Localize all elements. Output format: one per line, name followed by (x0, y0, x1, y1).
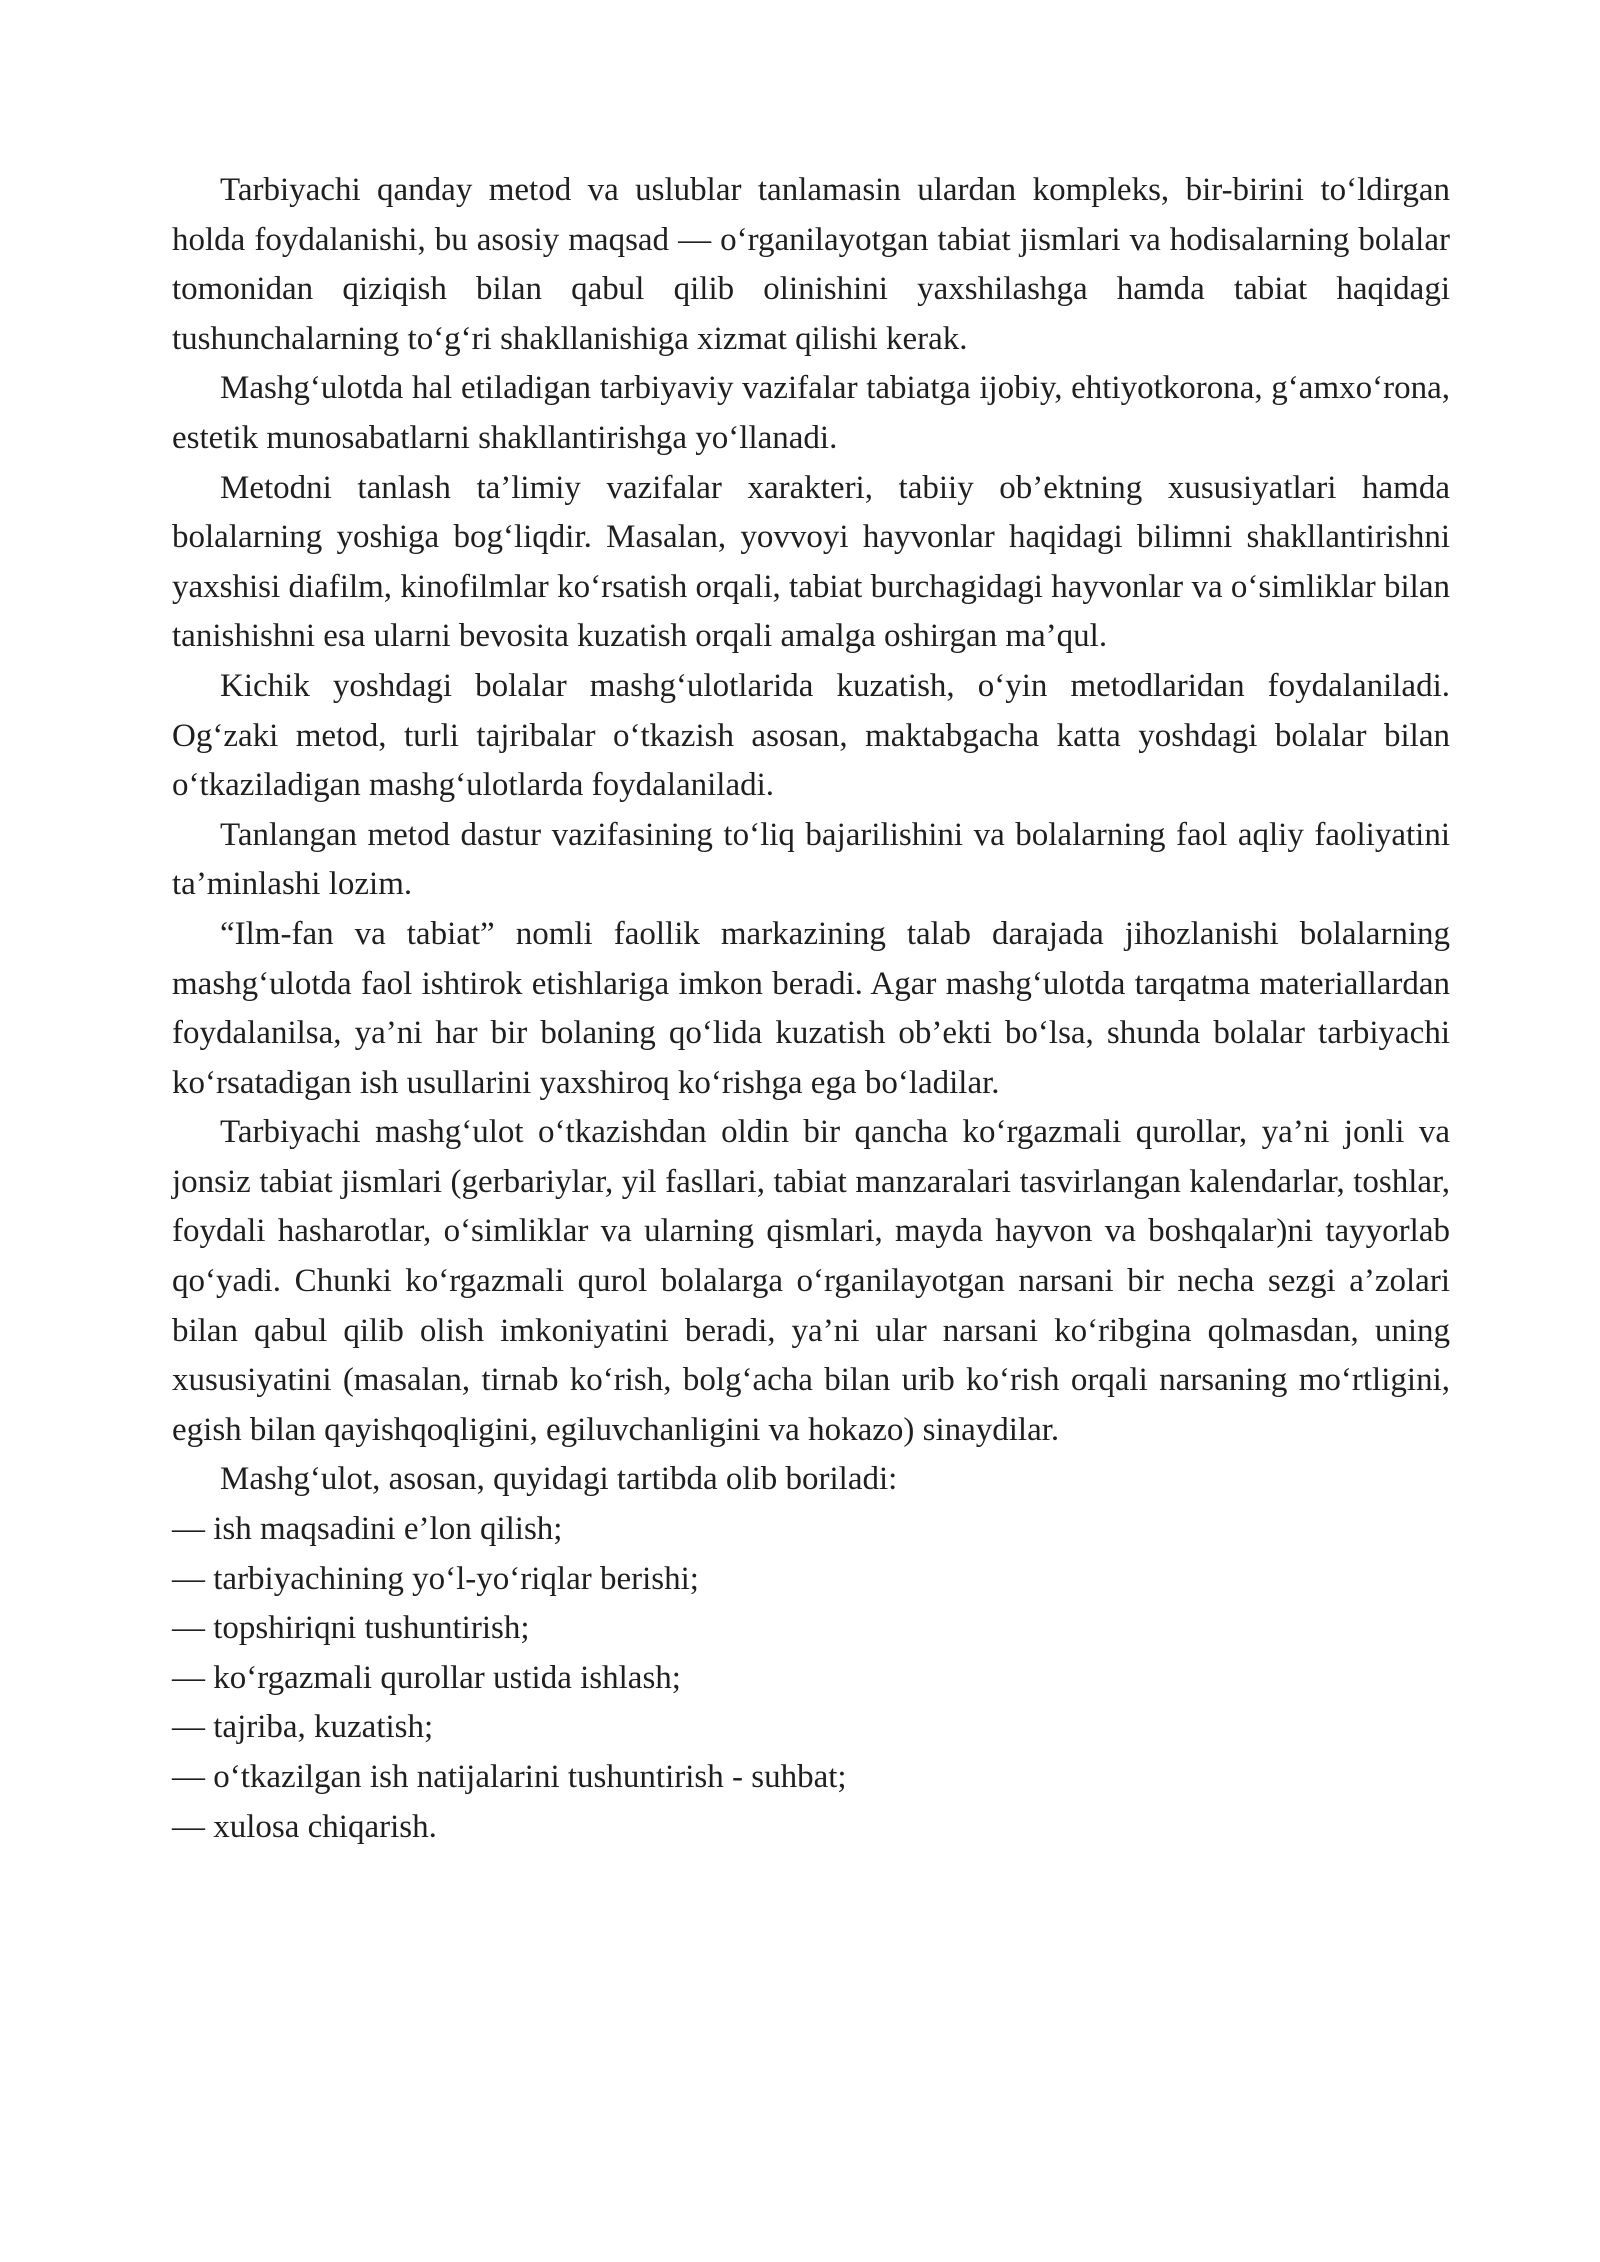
lesson-steps-list (172, 1505, 1450, 1852)
list-item: — o‘tkazilgan ish natijalarini tushuntirish - suhbat; (172, 1759, 847, 1795)
document-page (172, 166, 1450, 1852)
paragraph-activity-center: “Ilm-fan va tabiat” nomli faollik markazining talab darajada jihozlanishi bolalarning mashg‘ulotda faol ishtirok etishlariga imkon beradi. Agar mashg‘ulotda tarqatma materiallardan foydalanilsa, ya’ni har bir bolaning qo‘lida kuzatish ob’ekti bo‘lsa, shunda bolalar tarbiyachi ko‘rsatadigan ish usullarini yaxshiroq ko‘rishga ega bo‘ladilar. (172, 915, 1450, 1101)
paragraph-methods-complex: Tarbiyachi qanday metod va uslublar tanlamasin ulardan kompleks, bir-birini to‘ldirgan holda foydalanishi, bu asosiy maqsad — o‘rganilayotgan tabiat jismlari va hodisalarning bolalar tomonidan qiziqish bilan qabul qilib olinishini yaxshilashga hamda tabiat haqidagi tushunchalarning to‘g‘ri shakllanishiga xizmat qilishi kerak. (172, 172, 1450, 357)
paragraph-educational-tasks: Mashg‘ulotda hal etiladigan tarbiyaviy vazifalar tabiatga ijobiy, ehtiyotkorona, g‘amxo‘rona, estetik munosabatlarni shakllantirishga yo‘llanadi. (172, 370, 1450, 456)
paragraph-younger-children: Kichik yoshdagi bolalar mashg‘ulotlarida kuzatish, o‘yin metodlaridan foydalaniladi. Og‘zaki metod, turli tajribalar o‘tkazish asosan, maktabgacha katta yoshdagi bolalar bilan o‘tkaziladigan mashg‘ulotlarda foydalaniladi. (172, 667, 1450, 804)
paragraph-lesson-order-intro: Mashg‘ulot, asosan, quyidagi tartibda olib boriladi: (220, 1461, 898, 1498)
list-item: — tarbiyachining yo‘l-yo‘riqlar berishi; (172, 1560, 699, 1597)
list-item: — ish maqsadini e’lon qilish; (172, 1511, 563, 1548)
list-item: — xulosa chiqarish. (172, 1808, 437, 1845)
list-item: — topshiriqni tushuntirish; (172, 1610, 530, 1647)
paragraph-visual-aids: Tarbiyachi mashg‘ulot o‘tkazishdan oldin bir qancha ko‘rgazmali qurollar, ya’ni jonli va jonsiz tabiat jismlari (gerbariylar, yil fasllari, tabiat manzaralari tasvirlangan kalendarlar, toshlar, foydali hasharotlar, o‘simliklar va ularning qismlari, mayda hayvon va boshqalar)ni tayyorlab qo‘yadi. Chunki ko‘rgazmali qurol bolalarga o‘rganilayotgan narsani bir necha sezgi a’zolari bilan qabul qilib olish imkoniyatini beradi, ya’ni ular narsani ko‘ribgina qolmasdan, uning xususiyatini (masalan, tirnab ko‘rish, bolg‘acha bilan urib ko‘rish orqali narsaning mo‘rtligini, egish bilan qayishqoqligini, egiluvchanligini va hokazo) sinaydilar. (172, 1114, 1450, 1448)
paragraph-method-choice: Metodni tanlash ta’limiy vazifalar xarakteri, tabiiy ob’ektning xususiyatlari hamda bolalarning yoshiga bog‘liqdir. Masalan, yovvoyi hayvonlar haqidagi bilimni shakllantirishni yaxshisi diafilm, kinofilmlar ko‘rsatish orqali, tabiat burchagidagi hayvonlar va o‘simliklar bilan tanishishni esa ularni bevosita kuzatish orqali amalga oshirgan ma’qul. (172, 469, 1450, 655)
paragraph-selected-method: Tanlangan metod dastur vazifasining to‘liq bajarilishini va bolalarning faol aqliy faoliyatini ta’minlashi lozim. (172, 816, 1450, 903)
list-item: — ko‘rgazmali qurollar ustida ishlash; (172, 1659, 681, 1696)
list-item: — tajriba, kuzatish; (172, 1709, 434, 1746)
